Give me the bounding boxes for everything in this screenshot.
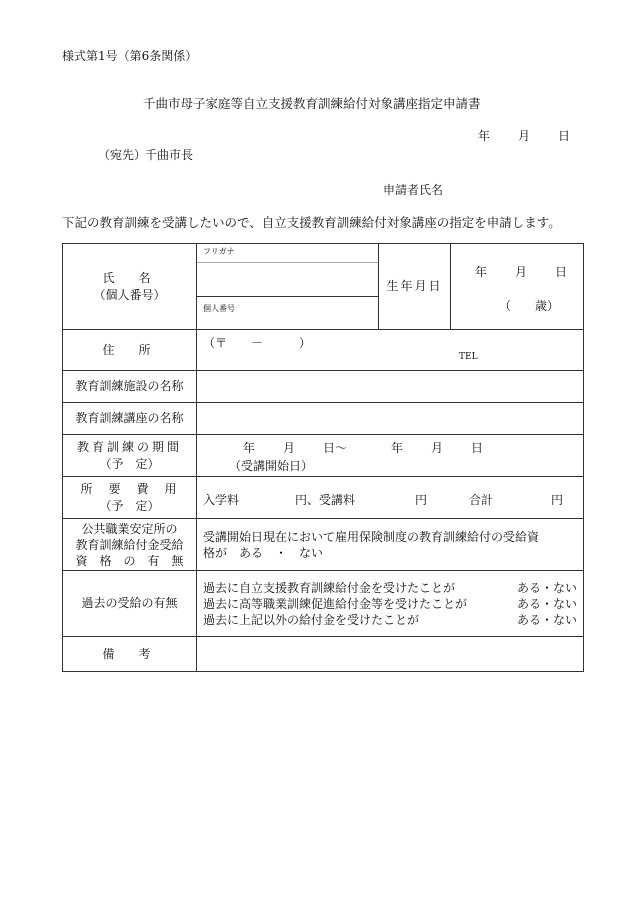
name-label-cell xyxy=(63,244,197,330)
end-month: 月 xyxy=(431,440,444,455)
postal-code: （〒 － ） xyxy=(203,335,312,350)
table-row xyxy=(63,519,584,571)
date-month: 月 xyxy=(518,129,531,143)
address-field[interactable] xyxy=(197,330,584,371)
history-text-3: 過去に上記以外の給付金を受けたことが xyxy=(203,612,420,627)
qualification-label-2: 教育訓練給付金受給 xyxy=(75,537,184,552)
start-year: 年 xyxy=(243,440,256,455)
course-label: 教育訓練講座の名称 xyxy=(63,403,197,435)
period-label-cell xyxy=(63,435,197,477)
enroll-fee-label: 入学料 xyxy=(203,492,240,507)
period-label: 教育訓練の期間 xyxy=(76,439,182,454)
total-label: 合計 xyxy=(469,492,494,507)
addressee-name: 千曲市長 xyxy=(145,148,194,162)
start-month: 月 xyxy=(283,440,296,455)
start-note: （受講開始日） xyxy=(229,458,314,473)
qualification-label-3: 資 格 の 有 無 xyxy=(75,553,184,568)
name-label: 氏 名 xyxy=(102,270,157,285)
address-label: 住 所 xyxy=(63,330,197,371)
birth-day: 日 xyxy=(555,265,568,279)
application-table xyxy=(62,243,584,672)
qualification-label-1: 公共職業安定所の xyxy=(81,521,178,536)
my-number-field-label: 個人番号 xyxy=(203,304,235,313)
furigana-field[interactable] xyxy=(197,244,378,263)
birth-label: 生年月日 xyxy=(379,244,451,330)
start-day: 日～ xyxy=(323,440,348,455)
remarks-field[interactable] xyxy=(197,637,584,672)
history-choice-1[interactable]: ある・ない xyxy=(516,580,577,595)
addressee-prefix: （宛先） xyxy=(98,148,147,162)
cost-planned: （予 定） xyxy=(99,498,160,513)
date-year: 年 xyxy=(478,129,491,143)
history-choice-2[interactable]: ある・ない xyxy=(516,596,577,611)
qualification-field[interactable] xyxy=(197,519,584,571)
history-label: 過去の受給の有無 xyxy=(63,571,197,637)
name-field[interactable] xyxy=(197,263,378,297)
birth-month: 月 xyxy=(515,265,528,279)
table-row xyxy=(63,371,584,403)
birth-year: 年 xyxy=(475,265,488,279)
cost-label: 所 要 費 用 xyxy=(80,481,179,496)
tel-label: TEL xyxy=(459,351,478,362)
table-row xyxy=(63,403,584,435)
period-planned: （予 定） xyxy=(99,456,160,471)
table-row xyxy=(63,477,584,519)
facility-field[interactable] xyxy=(197,371,584,403)
qualification-text-1: 受講開始日現在において雇用保険制度の教育訓練給付の受給資 xyxy=(203,529,540,544)
applicant-name-label: 申請者氏名 xyxy=(383,183,444,197)
qualification-label-cell xyxy=(63,519,197,571)
tuition-unit: 円 xyxy=(415,492,428,507)
total-unit: 円 xyxy=(551,492,564,507)
table-row xyxy=(63,435,584,477)
qualification-text-2: 格が ある ・ ない xyxy=(203,545,324,560)
my-number-label: （個人番号） xyxy=(93,287,166,302)
cost-field[interactable] xyxy=(197,477,584,519)
history-item-1 xyxy=(203,580,577,596)
history-item-3 xyxy=(203,612,577,628)
history-item-2 xyxy=(203,596,577,612)
table-row xyxy=(63,637,584,672)
tuition-label: 円、受講料 xyxy=(295,492,356,507)
age: （ 歳） xyxy=(499,299,560,313)
document-title: 千曲市母子家庭等自立支援教育訓練給付対象講座指定申請書 xyxy=(143,96,481,111)
name-input-cell xyxy=(197,244,379,330)
furigana-label: フリガナ xyxy=(203,247,235,256)
period-field[interactable] xyxy=(197,435,584,477)
history-text-1: 過去に自立支援教育訓練給付金を受けたことが xyxy=(203,580,456,595)
facility-label: 教育訓練施設の名称 xyxy=(63,371,197,403)
table-row xyxy=(63,244,584,330)
end-year: 年 xyxy=(391,440,404,455)
birth-date-cell[interactable] xyxy=(451,244,584,330)
table-row xyxy=(63,330,584,371)
intro-text: 下記の教育訓練を受講したいので、自立支援教育訓練給付対象講座の指定を申請します。 xyxy=(62,215,561,230)
history-choice-3[interactable]: ある・ない xyxy=(516,612,577,627)
history-text-2: 過去に高等職業訓練促進給付金等を受けたことが xyxy=(203,596,468,611)
my-number-field[interactable] xyxy=(197,297,378,329)
remarks-label: 備 考 xyxy=(63,637,197,672)
course-field[interactable] xyxy=(197,403,584,435)
form-id: 様式第1号（第6条関係） xyxy=(62,49,198,63)
cost-label-cell xyxy=(63,477,197,519)
end-day: 日 xyxy=(471,440,484,455)
table-row xyxy=(63,571,584,637)
history-field[interactable] xyxy=(197,571,584,637)
date-day: 日 xyxy=(558,129,571,143)
